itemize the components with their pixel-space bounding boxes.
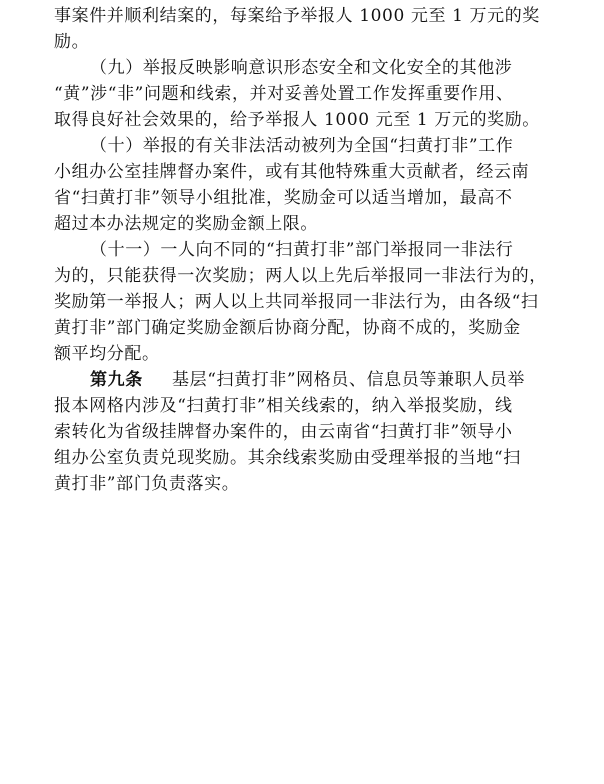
text-line: 报本网格内涉及“扫黄打非”相关线索的，纳入举报奖励，线 (54, 396, 513, 416)
text-line: 省“扫黄打非”领导小组批准，奖励金可以适当增加，最高不 (54, 188, 513, 208)
text-line: 励。 (54, 32, 90, 52)
text-line: （九）举报反映影响意识形态安全和文化安全的其他涉 (90, 58, 513, 78)
text-line: 小组办公室挂牌督办案件，或有其他特殊重大贡献者，经云南 (54, 162, 530, 182)
text-line: 事案件并顺利结案的，每案给予举报人 1000 元至 1 万元的奖 (54, 6, 540, 26)
text-line: 组办公室负责兑现奖励。其余线索奖励由受理举报的当地“扫 (54, 448, 521, 468)
text-line: 额平均分配。 (54, 344, 160, 364)
text-line: （十一）一人向不同的“扫黄打非”部门举报同一非法行 (90, 240, 514, 260)
text-line: 取得良好社会效果的，给予举报人 1000 元至 1 万元的奖励。 (54, 110, 540, 130)
text-line: 黄打非”部门负责落实。 (54, 474, 240, 494)
text-line: 基层“扫黄打非”网格员、信息员等兼职人员举 (172, 370, 525, 390)
text-line: 索转化为省级挂牌督办案件的，由云南省“扫黄打非”领导小 (54, 422, 513, 442)
text-line: 黄打非”部门确定奖励金额后协商分配，协商不成的，奖励金 (54, 318, 521, 338)
text-line: “黄”涉“非”问题和线索，并对妥善处置工作发挥重要作用、 (54, 84, 514, 104)
text-line: 超过本办法规定的奖励金额上限。 (54, 214, 318, 234)
text-line: 为的，只能获得一次奖励；两人以上先后举报同一非法行为的， (54, 266, 547, 286)
article-label: 第九条 (90, 370, 143, 390)
text-line: 奖励第一举报人；两人以上共同举报同一非法行为，由各级“扫 (54, 292, 539, 312)
text-line: （十）举报的有关非法活动被列为全国“扫黄打非”工作 (90, 136, 514, 156)
